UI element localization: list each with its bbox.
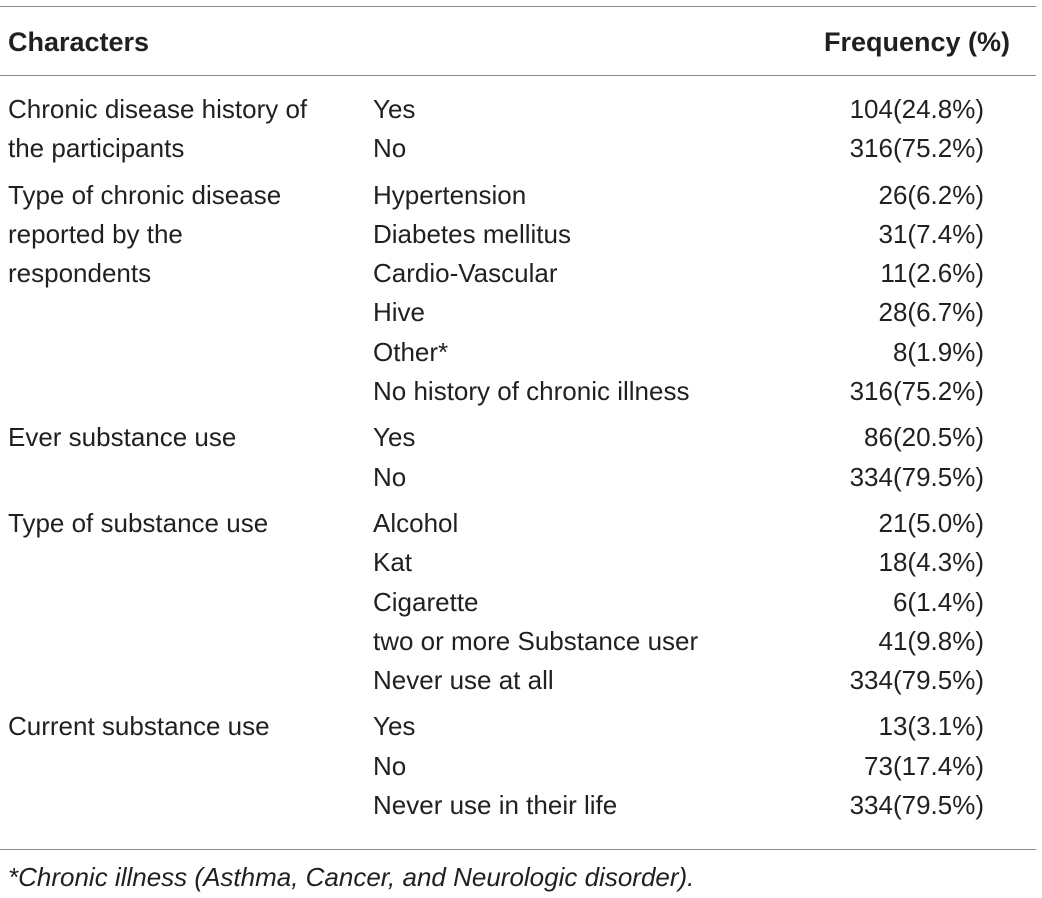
table-row (0, 90, 1036, 129)
category-cell: Cardio-Vascular (373, 258, 558, 289)
table-row (0, 418, 1036, 457)
category-cell: Yes (373, 422, 416, 453)
frequency-cell: 26(6.2%) (878, 179, 984, 210)
table-row (0, 129, 1036, 168)
table-group (0, 176, 1036, 419)
category-cell: two or more Substance user (373, 625, 699, 656)
table-row (0, 333, 1036, 372)
characteristic-label-line: the participants (8, 133, 185, 164)
table-row (0, 661, 1036, 700)
category-cell: Kat (373, 547, 413, 578)
frequency-cell: 18(4.3%) (878, 547, 984, 578)
table-header-rule (0, 75, 1036, 76)
frequency-cell: 13(3.1%) (878, 711, 984, 742)
table-body (0, 90, 1036, 832)
characteristic-label-line: Type of substance use (8, 507, 269, 538)
table-row (0, 747, 1036, 786)
table-row (0, 543, 1036, 582)
header-frequency: Frequency (%) (823, 27, 1010, 57)
table-bottom-rule (0, 849, 1036, 850)
frequency-cell: 86(20.5%) (864, 422, 984, 453)
frequency-cell: 334(79.5%) (849, 790, 984, 821)
table-row (0, 458, 1036, 497)
frequency-cell: 41(9.8%) (878, 625, 984, 656)
header-characters: Characters (8, 27, 150, 57)
category-cell: Never use in their life (373, 790, 618, 821)
frequency-cell: 28(6.7%) (878, 297, 984, 328)
category-cell: Alcohol (373, 507, 459, 538)
category-cell: Hive (373, 297, 426, 328)
frequency-cell: 316(75.2%) (849, 133, 984, 164)
frequency-cell: 73(17.4%) (864, 750, 984, 781)
frequency-cell: 8(1.9%) (892, 336, 984, 367)
category-cell: Cigarette (373, 586, 479, 617)
table-group (0, 90, 1036, 176)
characteristic-label-line: respondents (8, 258, 152, 289)
category-cell: No (373, 750, 407, 781)
table-row (0, 786, 1036, 825)
frequency-cell: 334(79.5%) (849, 461, 984, 492)
category-cell: Other* (373, 336, 449, 367)
category-cell: Yes (373, 94, 416, 124)
category-cell: Hypertension (373, 179, 527, 210)
table-row (0, 583, 1036, 622)
table-row (0, 504, 1036, 543)
table-row (0, 254, 1036, 293)
table-group (0, 418, 1036, 504)
category-cell: Diabetes mellitus (373, 218, 571, 249)
frequency-cell: 6(1.4%) (892, 586, 984, 617)
frequency-cell: 21(5.0%) (878, 507, 984, 538)
category-cell: Never use at all (373, 665, 554, 696)
table-footnote: *Chronic illness (Asthma, Cancer, and Neurologic disorder). (8, 862, 695, 892)
table-group (0, 707, 1036, 832)
table-group (0, 504, 1036, 707)
table-row (0, 707, 1036, 746)
category-cell: Yes (373, 711, 416, 742)
table-row (0, 372, 1036, 411)
table-row (0, 176, 1036, 215)
characteristic-label-line: reported by the (8, 218, 183, 249)
table-row (0, 622, 1036, 661)
frequency-cell: 31(7.4%) (878, 218, 984, 249)
characteristic-label-line: Chronic disease history of (8, 94, 308, 124)
table-top-rule (0, 6, 1036, 7)
table-row (0, 293, 1036, 332)
frequency-cell: 104(24.8%) (849, 94, 984, 124)
category-cell: No (373, 461, 407, 492)
characteristic-label-line: Type of chronic disease (8, 179, 282, 210)
characteristic-label-line: Current substance use (8, 711, 270, 742)
category-cell: No history of chronic illness (373, 376, 690, 407)
characteristic-label-line: Ever substance use (8, 422, 237, 453)
frequency-cell: 11(2.6%) (880, 258, 984, 289)
frequency-cell: 334(79.5%) (849, 665, 984, 696)
category-cell: No (373, 133, 407, 164)
frequency-cell: 316(75.2%) (849, 376, 984, 407)
table-row (0, 215, 1036, 254)
